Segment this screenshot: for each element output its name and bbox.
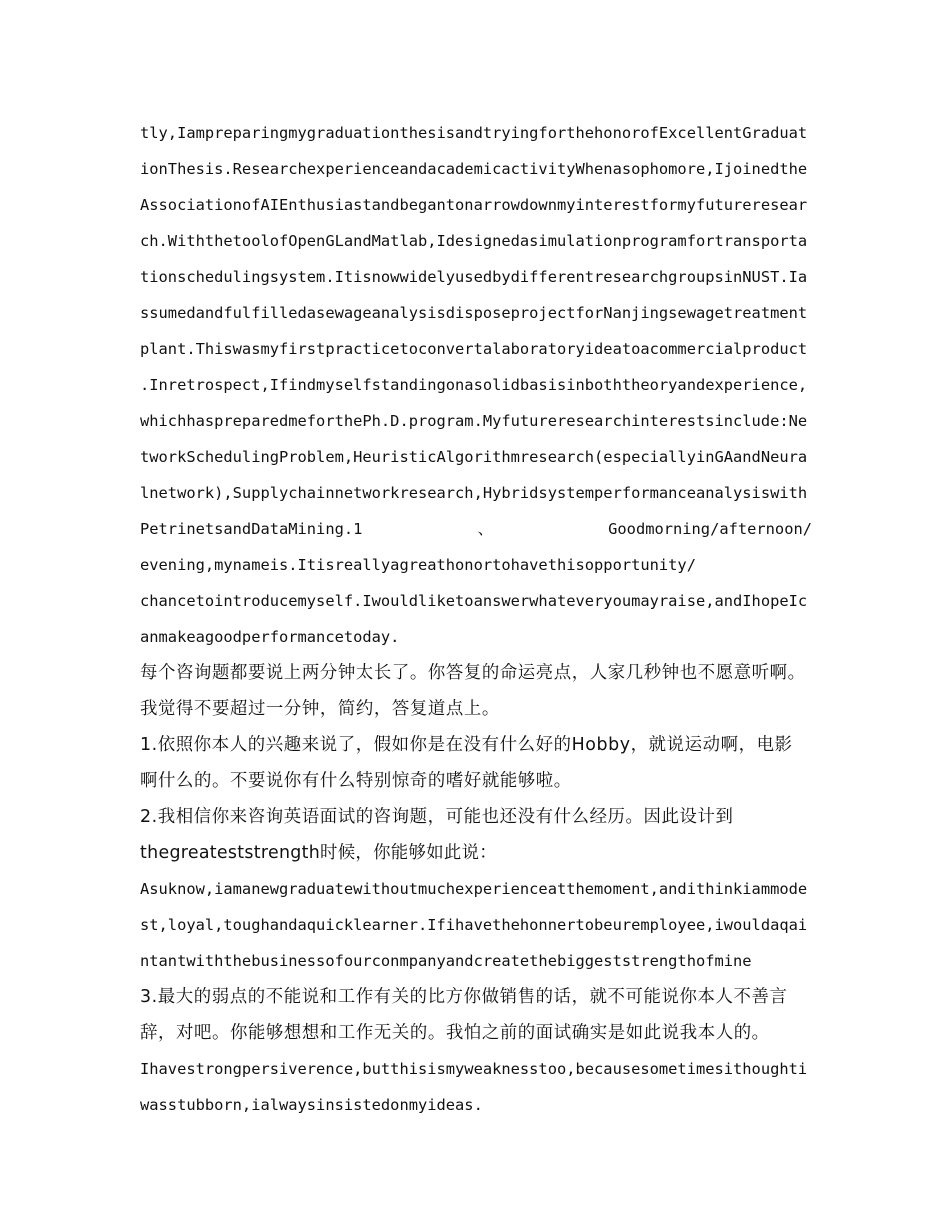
text-line: wasstubborn,ialwaysinsistedonmyideas.	[140, 1096, 483, 1114]
text-line: 辞，对吧。你能够想想和工作无关的。我怕之前的面试确实是如此说我本人的。	[140, 1023, 770, 1043]
text-line: whichhaspreparedmeforthePh.D.program.Myfutureresearchinterestsinclude:Ne	[140, 412, 808, 430]
text-line: 我觉得不要超过一分钟，简约，答复道点上。	[140, 699, 500, 719]
text-line: 每个咨询题都要说上两分钟太长了。你答复的命运亮点，人家几秒钟也不愿意听啊。	[140, 663, 806, 683]
text-line: Ihavestrongpersiverence,butthisismyweaknesstoo,becausesometimesithoughti	[140, 1060, 808, 1078]
text-line: 2.我相信你来咨询英语面试的咨询题，可能也还没有什么经历。因此设计到	[140, 807, 734, 827]
justified-left: PetrinetsandDataMining.1	[140, 520, 363, 538]
paragraph-english-1	[140, 115, 812, 511]
text-line: .Inretrospect,Ifindmyselfstandingonasolidbasisinboththeoryandexperience,	[140, 376, 808, 394]
text-line: tionschedulingsystem.ItisnowwidelyusedbydifferentresearchgroupsinNUST.Ia	[140, 268, 808, 286]
text-line: ntantwiththebusinessofourconmpanyandcreatethebiggeststrengthofmine	[140, 952, 752, 970]
text-line: tworkSchedulingProblem,HeuristicAlgorithmresearch(especiallyinGAandNeura	[140, 448, 808, 466]
text-line: AssociationofAIEnthusiastandbegantonarrowdownmyinterestformyfutureresear	[140, 196, 808, 214]
text-line: st,loyal,toughandaquicklearner.Ifihavethehonnertobeuremployee,iwouldaqai	[140, 916, 808, 934]
text-line: tly,Iampreparingmygraduationthesisandtryingforthehonorof​ExcellentGraduat	[140, 124, 808, 142]
text-line: ionThesis.ResearchexperienceandacademicactivityWhenasophomore,Ijoinedthe	[140, 160, 808, 178]
justified-middle: 、	[477, 520, 493, 538]
paragraph-body	[140, 547, 812, 1123]
text-line: evening,mynameis.Itisreallyagreathonortohavethisopportunity/	[140, 556, 696, 574]
document-page	[140, 115, 812, 1123]
justified-right: Goodmorning/afternoon/	[608, 520, 812, 538]
text-line: Asuknow,iamanewgraduatewithoutmuchexperienceatthemoment,andithinkiammode	[140, 880, 808, 898]
justified-line	[140, 511, 812, 547]
text-line: 1.依照你本人的兴趣来说了，假如你是在没有什么好的Hobby，就说运动啊，电影	[140, 735, 793, 755]
text-line: ch.WiththetoolofOpenGLandMatlab,Idesignedasimulationprogramfortransporta	[140, 232, 808, 250]
text-line: chancetointroducemyself.Iwouldliketoanswerwhateveryoumayraise,andIhopeIc	[140, 592, 808, 610]
text-line: 啊什么的。不要说你有什么特别惊奇的嗜好就能够啦。	[140, 771, 572, 791]
text-line: thegreateststrength时候，你能够如此说：	[140, 843, 497, 863]
text-line: ssumedandfulfilledasewageanalysisdisposeprojectforNanjingsewagetreatment	[140, 304, 808, 322]
text-line: lnetwork),Supplychainnetworkresearch,Hybridsystemperformanceanalysiswith	[140, 484, 808, 502]
text-line: anmakeagoodperformancetoday.	[140, 628, 400, 646]
text-line: plant.Thiswasmyfirstpracticetoconvertalaboratoryideatoacommercialproduct	[140, 340, 808, 358]
text-line: 3.最大的弱点的不能说和工作有关的比方你做销售的话，就不可能说你本人不善言	[140, 987, 788, 1007]
